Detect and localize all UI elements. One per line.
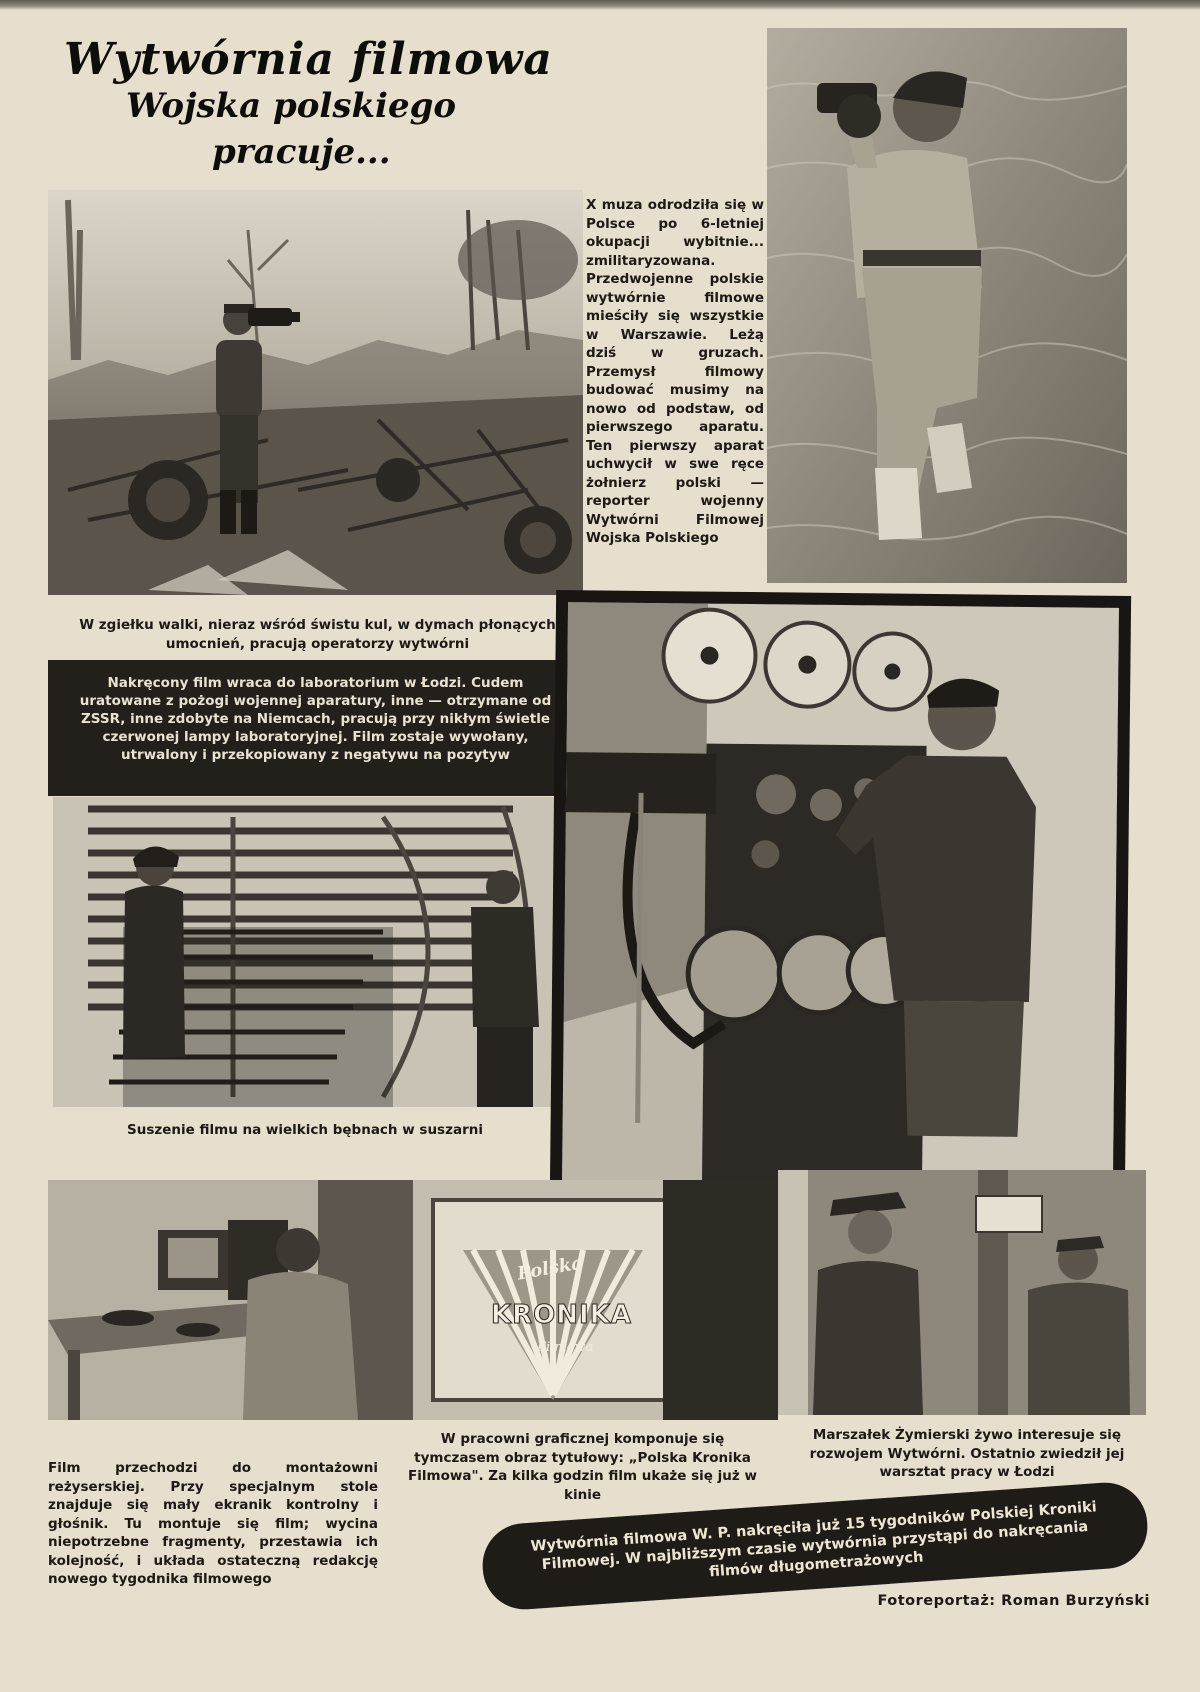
photo-cameraman-water: [767, 28, 1127, 583]
title-line-2: Wojska polskiego: [126, 86, 457, 126]
caption-ruins: W zgiełku walki, nieraz wśród świstu kul, w dymach płonących umocnień, pracują operatorzy wytwórni: [79, 617, 556, 652]
title-line-3: pracuje...: [212, 132, 391, 172]
caption-drying: Suszenie filmu na wielkich bębnach w suszarni: [127, 1122, 483, 1138]
photo-drying-drum: [53, 797, 568, 1107]
page-top-edge: [0, 0, 1200, 10]
sign-polska-text: Polska: [515, 1252, 585, 1285]
caption-editing: Film przechodzi do montażowni reżyserskiej. Przy specjalnym stole znajduje się mały ekranik kontrolny i głośnik. Tu montuje się film; wycina niepotrzebne fragmenty, przestawia ich kolejność, i układa ostateczną redakcję nowego tygodnika filmowego: [48, 1460, 378, 1587]
article-title: [60, 28, 620, 178]
photo-film-copier: [550, 590, 1131, 1201]
photo-cameraman-ruins: [48, 190, 583, 595]
lab-text-box: Nakręcony film wraca do laboratorium w Łodzi. Cudem uratowane z pożogi wojennej aparatury, inne — otrzymane od ZSSR, inne zdobyte na Niemcach, pracują przy nikłym świetle czerwonej lampy laboratoryjnej. Film zostaje wywołany, utrwalony i przekopiowany z negatywu na pozytyw: [48, 660, 583, 796]
caption-marshal: Marszałek Żymierski żywo interesuje się rozwojem Wytwórni. Ostatnio zwiedził jej warsztat pracy w Łodzi: [809, 1427, 1125, 1480]
photo-kronika-sign: [413, 1180, 778, 1420]
sign-filmowa-text: Filmowa: [537, 1340, 594, 1355]
photo-editing-table: [48, 1180, 413, 1420]
title-line-1: Wytwórnia filmowa: [64, 34, 553, 85]
photo-credit: Fotoreportaż: Roman Burzyński: [877, 1593, 1150, 1609]
summary-banner: Wytwórnia filmowa W. P. nakręciła już 15 tygodników Polskiej Kroniki Filmowej. W najbliższym czasie wytwórnia przystąpi do nakręcania filmów długometrażowych: [480, 1480, 1150, 1612]
story-paragraph: X muza odrodziła się w Polsce po 6-letniej okupacji wybitnie... zmilitaryzowana. Przedwojenne polskie wytwórnie filmowe mieściły się wszystkie w Warszawie. Leżą dziś w gruzach. Przemysł filmowy budować musimy na nowo od podstaw, od pierwszego aparatu. Ten pierwszy aparat uchwycił w swe ręce żołnierz polski — reporter wojenny Wytwórni Filmowej Wojska Polskiego: [586, 197, 764, 546]
photo-marshal-visit: [778, 1170, 1146, 1415]
sign-kronika-text: KRONIKA: [491, 1300, 632, 1330]
caption-graphics: W pracowni graficznej komponuje się tymczasem obraz tytułowy: „Polska Kronika Filmowa". Za kilka godzin film ukaże się już w kinie: [408, 1431, 757, 1503]
